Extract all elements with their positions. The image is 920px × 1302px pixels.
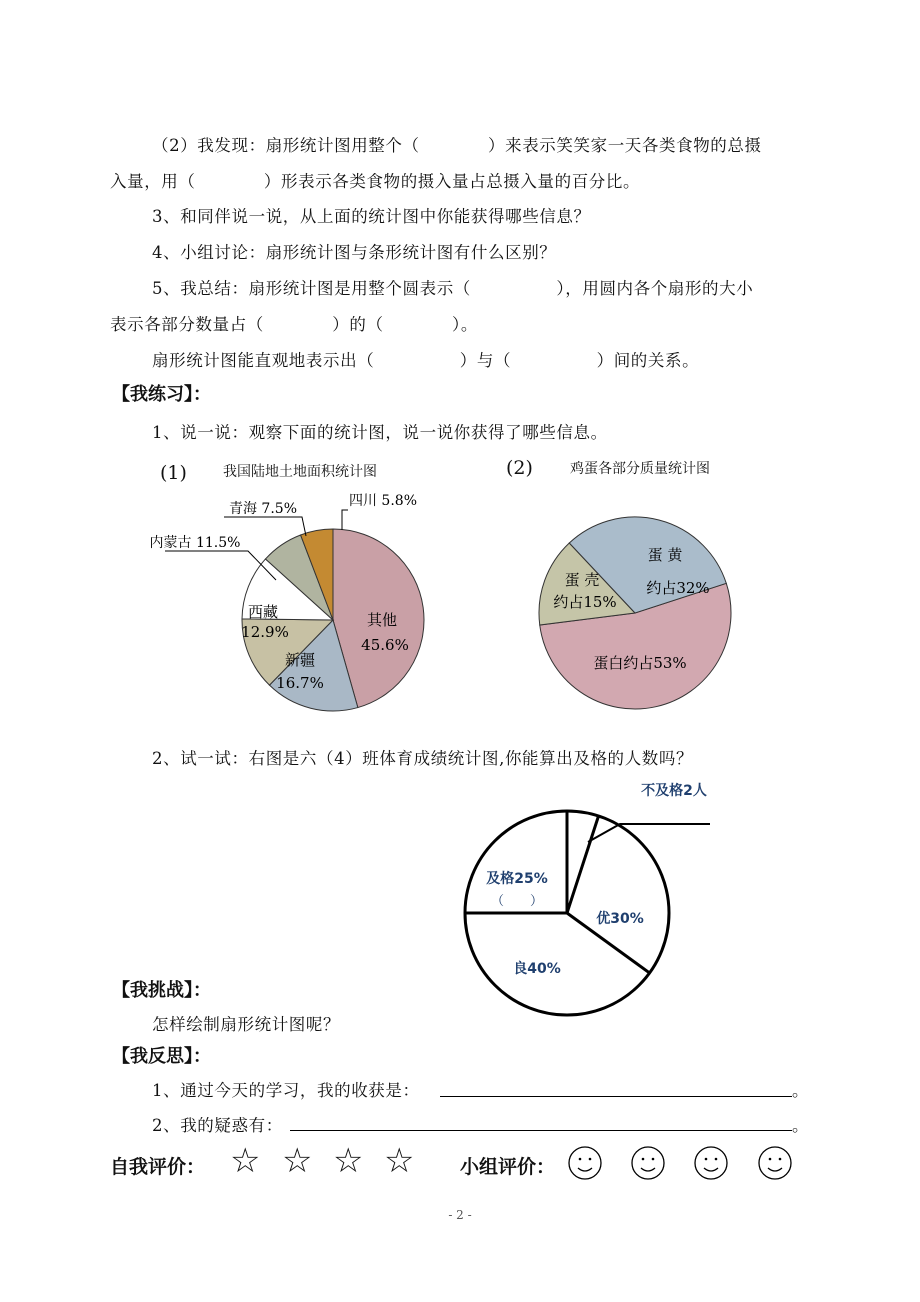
star-icon[interactable]: ☆	[333, 1141, 364, 1181]
slice-label: 其他	[366, 611, 398, 629]
slice-value: 蛋白约占53%	[593, 654, 687, 672]
slice-label: 新疆	[284, 651, 316, 669]
slice-callout: 内蒙古 11.5%	[149, 535, 241, 551]
reflection-heading: 【我反思】：	[112, 1046, 211, 1067]
practice-heading: 【我练习】：	[112, 384, 211, 405]
slice-value: 16.7%	[276, 674, 324, 692]
slice-value: 约占15%	[553, 593, 617, 611]
group-eval-label: 小组评价：	[460, 1156, 556, 1178]
smiley-face-icon[interactable]	[569, 1147, 601, 1179]
star-icon[interactable]: ☆	[384, 1141, 415, 1181]
text-line-4: 4、小组讨论：扇形统计图与条形统计图有什么区别？	[152, 243, 557, 262]
page-number: - 2 -	[448, 1208, 472, 1222]
star-icon[interactable]: ☆	[230, 1141, 261, 1181]
slice-value: 约占32%	[646, 579, 710, 597]
chart1-title: 我国陆地土地面积统计图	[223, 464, 377, 480]
star-icon[interactable]: ☆	[282, 1141, 313, 1181]
slice-label: 蛋 黄	[647, 546, 683, 564]
challenge-question: 怎样绘制扇形统计图呢？	[152, 1015, 341, 1034]
slice-callout: 青海 7.5%	[228, 501, 298, 517]
text-line-1: （2）我发现：扇形统计图用整个（ ）来表示笑笑家一天各类食物的总摄	[152, 136, 762, 155]
chart2-title: 鸡蛋各部分质量统计图	[570, 461, 710, 477]
slice-callout: 四川 5.8%	[348, 493, 418, 509]
smiley-face-row	[565, 1143, 805, 1183]
leader-line	[224, 517, 306, 536]
leader-line	[342, 510, 348, 530]
slice-label-good: 良40%	[513, 961, 561, 977]
pe-score-pie-chart	[440, 770, 740, 1030]
period-1: 。	[792, 1081, 810, 1100]
answer-blank-pass[interactable]: （ ）	[490, 894, 544, 909]
egg-mass-pie-chart	[530, 505, 750, 725]
reflection-item-1: 1、通过今天的学习，我的收获是：	[152, 1081, 420, 1100]
text-line-2: 入量，用（ ）形表示各类食物的摄入量占总摄入量的百分比。	[110, 172, 641, 191]
self-eval-label: 自我评价：	[110, 1156, 206, 1178]
answer-blank-2[interactable]	[290, 1130, 792, 1131]
answer-blank-1[interactable]	[440, 1096, 792, 1097]
smiley-face-icon[interactable]	[695, 1147, 727, 1179]
smiley-face-icon[interactable]	[759, 1147, 791, 1179]
slice-label: 蛋 壳	[564, 571, 600, 589]
smiley-face-icon[interactable]	[632, 1147, 664, 1179]
text-line-5: 5、我总结：扇形统计图是用整个圆表示（ ），用圆内各个扇形的大小	[152, 279, 754, 298]
challenge-heading: 【我挑战】：	[112, 980, 211, 1001]
chart1-index: (1)	[160, 462, 187, 484]
slice-value: 12.9%	[241, 623, 289, 641]
text-line-6: 表示各部分数量占（ ）的（ ）。	[110, 315, 478, 334]
text-line-7: 扇形统计图能直观地表示出（ ）与（ ）间的关系。	[152, 351, 700, 370]
period-2: 。	[792, 1116, 810, 1135]
practice-item-2: 2、试一试：右图是六（4）班体育成绩统计图,你能算出及格的人数吗？	[152, 749, 694, 768]
chart2-index: (2)	[506, 457, 533, 479]
text-line-3: 3、和同伴说一说，从上面的统计图中你能获得哪些信息？	[152, 207, 591, 226]
land-area-pie-chart	[130, 480, 450, 720]
practice-item-1: 1、说一说：观察下面的统计图，说一说你获得了哪些信息。	[152, 423, 608, 442]
slice-label-excellent: 优30%	[596, 911, 644, 927]
callout-fail: 不及格2人	[641, 783, 707, 799]
slice-label: 西藏	[247, 603, 279, 621]
slice-label-pass: 及格25%	[486, 871, 548, 887]
slice-value: 45.6%	[361, 636, 409, 654]
reflection-item-2: 2、我的疑惑有：	[152, 1116, 283, 1135]
